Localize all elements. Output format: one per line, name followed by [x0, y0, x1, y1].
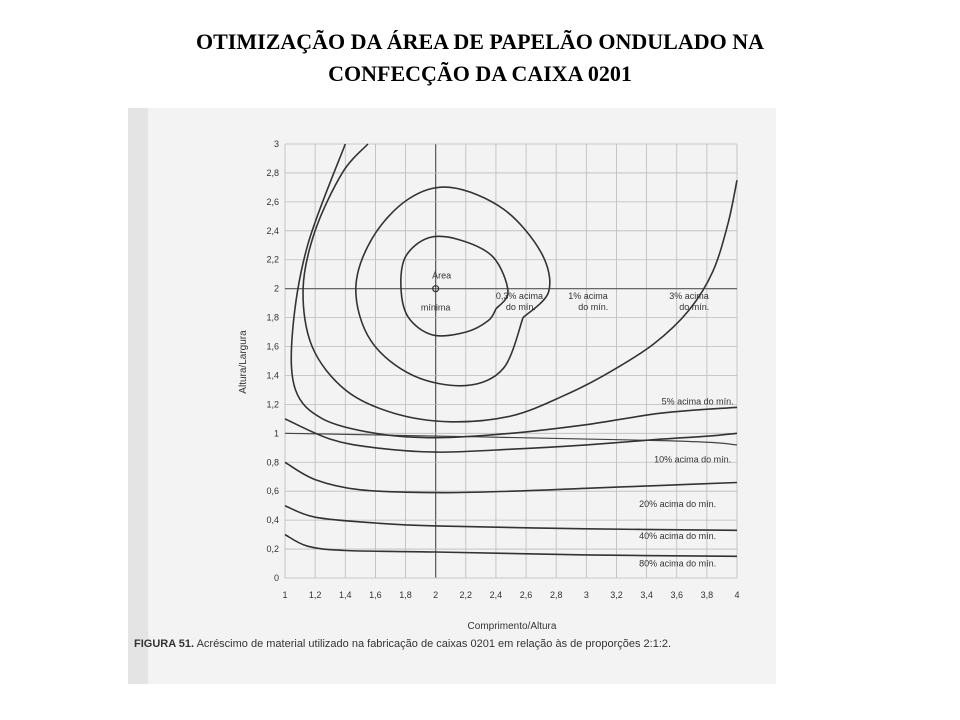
contour-label: 10% acima do mín.	[654, 454, 732, 465]
y-tick-label: 3	[273, 139, 279, 149]
contour-label: 40% acima do mín.	[639, 530, 717, 541]
contour-label: 3% acima do mín.	[669, 290, 710, 312]
x-tick-label: 1,6	[369, 590, 382, 600]
x-tick-label: 1,8	[399, 590, 412, 600]
contour-line	[285, 462, 737, 492]
x-tick-label: 1,2	[308, 590, 322, 600]
contour-label: 5% acima do mín.	[661, 396, 734, 407]
x-tick-label: 2,4	[489, 590, 503, 600]
y-tick-label: 1,8	[266, 312, 279, 323]
x-axis-label: Comprimento/Altura	[467, 621, 557, 632]
y-tick-label: 1,2	[266, 399, 279, 410]
x-tick-label: 3,2	[610, 590, 623, 600]
y-tick-label: 0	[273, 573, 279, 583]
contour-label: 80% acima do mín.	[639, 558, 717, 569]
caption-label: FIGURA 51.	[134, 638, 195, 650]
y-tick-label: 0,8	[266, 457, 279, 468]
contour-label: 20% acima do mín.	[639, 499, 717, 510]
y-tick-label: 2,2	[266, 254, 279, 265]
caption-text: Acréscimo de material utilizado na fabricação de caixas 0201 em relação às de proporções 2:1:2.	[196, 638, 672, 650]
y-axis-label: Altura/Largura	[238, 330, 249, 394]
contour-line	[285, 506, 737, 531]
x-tick-label: 1,4	[339, 590, 352, 600]
x-tick-label: 1	[282, 590, 288, 600]
contour-line	[401, 236, 508, 336]
y-tick-label: 1	[273, 428, 279, 439]
x-tick-label: 2,6	[519, 590, 533, 600]
contour-line	[285, 419, 737, 452]
x-tick-label: 2,8	[549, 590, 563, 600]
x-tick-label: 2,2	[459, 590, 473, 600]
x-tick-label: 4	[734, 590, 740, 600]
contour-label: 1% acima do mín.	[568, 290, 609, 312]
y-tick-label: 0,2	[266, 544, 279, 555]
y-tick-label: 1,6	[266, 341, 279, 352]
chart-grid	[285, 144, 737, 578]
y-tick-label: 0,6	[266, 486, 279, 497]
minimum-point-label: mínima	[420, 302, 451, 313]
chart-labels	[421, 271, 734, 569]
y-tick-label: 2,4	[266, 225, 279, 236]
title-line-2: CONFECÇÃO DA CAIXA 0201	[328, 61, 632, 86]
y-tick-label: 2,8	[266, 167, 279, 178]
minimum-point-label: Área	[432, 270, 452, 281]
x-tick-label: 2	[433, 590, 439, 600]
x-tick-label: 3,8	[700, 590, 714, 600]
x-tick-label: 3,4	[640, 590, 653, 600]
x-tick-label: 3	[583, 590, 589, 600]
y-tick-label: 2,6	[266, 196, 279, 207]
chart-curves	[285, 144, 737, 556]
y-tick-label: 0,4	[266, 515, 279, 526]
figure-caption	[134, 638, 774, 650]
x-tick-label: 3,6	[670, 590, 683, 600]
title-line-1: OTIMIZAÇÃO DA ÁREA DE PAPELÃO ONDULADO NA	[196, 29, 764, 54]
contour-label: 0,3% acima do mín.	[495, 290, 543, 312]
y-tick-label: 1,4	[266, 370, 279, 381]
y-tick-label: 2	[273, 283, 279, 294]
contour-line	[356, 187, 550, 386]
contour-line	[303, 144, 737, 422]
